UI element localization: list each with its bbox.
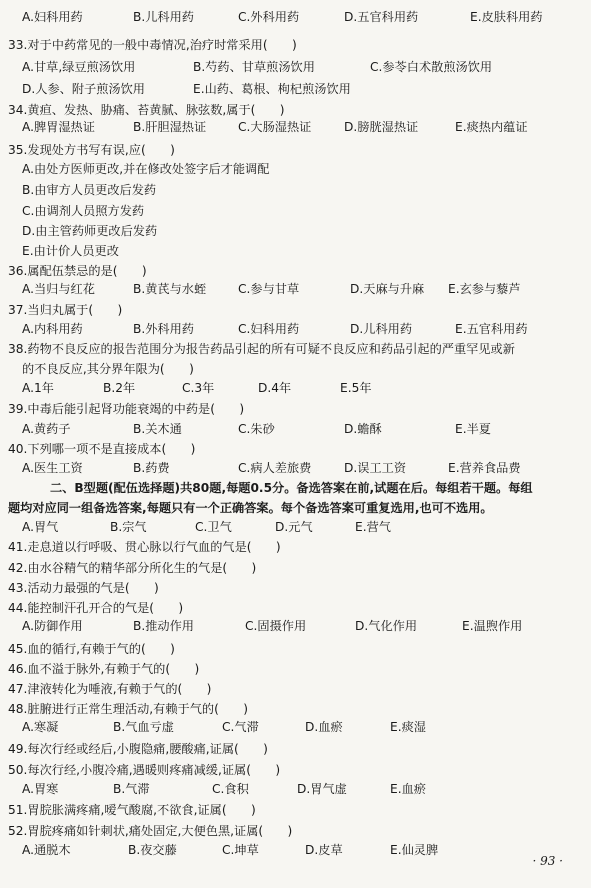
text-segment: E.5年 [340, 381, 372, 395]
text-line [0, 780, 591, 798]
text-segment: 37.当归丸属于( ) [8, 303, 123, 317]
text-line [0, 118, 591, 136]
text-segment: C.气滞 [222, 720, 259, 734]
text-segment: 的不良反应,其分界年限为( ) [22, 362, 194, 376]
text-line [0, 440, 591, 458]
text-segment: 39.中毒后能引起肾功能衰竭的中药是( ) [8, 402, 245, 416]
text-segment: 49.每次行经或经后,小腹隐痛,腰酸痛,证属( ) [8, 742, 268, 756]
text-line [0, 518, 591, 536]
text-segment: B.由审方人员更改后发药 [22, 183, 157, 197]
text-segment: C.由调剂人员照方发药 [22, 204, 145, 218]
text-segment: E.营养食品费 [448, 461, 521, 475]
text-segment: 40.下列哪一项不是直接成本( ) [8, 442, 196, 456]
text-segment: B.外科用药 [133, 322, 194, 336]
text-segment: A.1年 [22, 381, 54, 395]
text-line [0, 58, 591, 76]
text-line [0, 400, 591, 418]
text-line [0, 141, 591, 159]
text-segment: B.芍药、甘草煎汤饮用 [193, 60, 315, 74]
text-segment: A.防御作用 [22, 619, 83, 633]
text-line [0, 420, 591, 438]
text-segment: A.胃气 [22, 520, 59, 534]
text-line [0, 262, 591, 280]
text-segment: E.半夏 [455, 422, 491, 436]
text-segment: A.寒凝 [22, 720, 59, 734]
text-segment: 48.脏腑进行正常生理活动,有赖于气的( ) [8, 702, 248, 716]
text-segment: 38.药物不良反应的报告范围分为报告药品引起的所有可疑不良反应和药品引起的严重罕见或新 [8, 342, 515, 356]
text-line [0, 80, 591, 98]
text-segment: B.儿科用药 [133, 10, 194, 24]
text-segment: 47.津液转化为唾液,有赖于气的( ) [8, 682, 212, 696]
text-segment: E.痰热内蕴证 [455, 120, 528, 134]
text-line [0, 459, 591, 477]
text-line [0, 822, 591, 840]
text-line [0, 640, 591, 658]
text-segment: D.胃气虚 [297, 782, 347, 796]
text-line [0, 660, 591, 678]
text-segment: C.病人差旅费 [238, 461, 312, 475]
text-segment: 52.胃脘疼痛如针刺状,痛处固定,大便色黑,证属( ) [8, 824, 293, 838]
text-segment: 题均对应同一组备选答案,每题只有一个正确答案。每个备选答案可重复选用,也可不选用。 [8, 501, 493, 515]
text-segment: B.药费 [133, 461, 170, 475]
text-segment: B.宗气 [110, 520, 147, 534]
text-segment: 35.发现处方书写有误,应( ) [8, 143, 175, 157]
text-line [0, 841, 591, 859]
text-line [0, 538, 591, 556]
text-segment: D.气化作用 [355, 619, 418, 633]
text-line [0, 301, 591, 319]
text-segment: 41.走息道以行呼吸、贯心脉以行气血的气是( ) [8, 540, 281, 554]
text-line [0, 379, 591, 397]
text-segment: E.山药、葛根、枸杞煎汤饮用 [193, 82, 351, 96]
text-segment: B.2年 [103, 381, 136, 395]
text-line [0, 680, 591, 698]
text-line [0, 761, 591, 779]
text-segment: 36.属配伍禁忌的是( ) [8, 264, 147, 278]
text-segment: B.推动作用 [133, 619, 194, 633]
text-segment: C.妇科用药 [238, 322, 300, 336]
text-segment: E.皮肤科用药 [470, 10, 543, 24]
text-line [0, 718, 591, 736]
text-segment: C.大肠湿热证 [238, 120, 312, 134]
text-segment: D.膀胱湿热证 [344, 120, 419, 134]
text-line [0, 181, 591, 199]
text-segment: 42.由水谷精气的精华部分所化生的气是( ) [8, 561, 257, 575]
text-segment: B.气滞 [113, 782, 150, 796]
text-line [0, 160, 591, 178]
text-segment: A.脾胃湿热证 [22, 120, 95, 134]
text-segment: 33.对于中药常见的一般中毒情况,治疗时常采用( ) [8, 38, 297, 52]
text-segment: A.医生工资 [22, 461, 83, 475]
text-segment: A.当归与红花 [22, 282, 95, 296]
text-segment: E.五官科用药 [455, 322, 528, 336]
text-segment: E.痰湿 [390, 720, 426, 734]
text-line [0, 242, 591, 260]
text-segment: D.由主管药师更改后发药 [22, 224, 158, 238]
text-line [0, 740, 591, 758]
text-segment: A.妇科用药 [22, 10, 83, 24]
text-line [0, 340, 591, 358]
text-segment: C.坤草 [222, 843, 259, 857]
text-line [0, 101, 591, 119]
text-segment: E.营气 [355, 520, 391, 534]
text-line [0, 499, 591, 517]
text-segment: 二、B型题(配伍选择题)共80题,每题0.5分。备选答案在前,试题在后。每组若干题。每组 [50, 481, 533, 495]
text-segment: E.血瘀 [390, 782, 426, 796]
text-line [0, 617, 591, 635]
text-segment: D.人参、附子煎汤饮用 [22, 82, 145, 96]
text-line [0, 559, 591, 577]
text-segment: 44.能控制汗孔开合的气是( ) [8, 601, 184, 615]
text-line [0, 8, 591, 26]
text-segment: D.五官科用药 [344, 10, 419, 24]
text-segment: B.关木通 [133, 422, 182, 436]
text-segment: C.卫气 [195, 520, 232, 534]
text-segment: C.参苓白术散煎汤饮用 [370, 60, 493, 74]
text-segment: C.食积 [212, 782, 249, 796]
text-segment: D.儿科用药 [350, 322, 413, 336]
text-segment: B.气血亏虚 [113, 720, 174, 734]
text-segment: 43.活动力最强的气是( ) [8, 581, 159, 595]
text-segment: A.由处方医师更改,并在修改处签字后才能调配 [22, 162, 270, 176]
text-segment: A.黄药子 [22, 422, 71, 436]
text-segment: E.仙灵脾 [390, 843, 439, 857]
text-segment: B.肝胆湿热证 [133, 120, 207, 134]
text-segment: 51.胃脘胀满疼痛,嗳气酸腐,不欲食,证属( ) [8, 803, 256, 817]
text-segment: A.内科用药 [22, 322, 83, 336]
text-segment: D.皮草 [305, 843, 343, 857]
text-line [0, 479, 591, 497]
text-line [0, 801, 591, 819]
text-line [0, 579, 591, 597]
text-segment: E.由计价人员更改 [22, 244, 119, 258]
text-line [0, 202, 591, 220]
page-number: · 93 · [532, 854, 563, 868]
text-segment: C.固摄作用 [245, 619, 307, 633]
text-segment: A.通脱木 [22, 843, 71, 857]
text-line [0, 700, 591, 718]
text-segment: 46.血不溢于脉外,有赖于气的( ) [8, 662, 200, 676]
text-segment: C.朱砂 [238, 422, 275, 436]
text-segment: D.误工工资 [344, 461, 407, 475]
text-segment: A.胃寒 [22, 782, 59, 796]
text-segment: 45.血的循行,有赖于气的( ) [8, 642, 175, 656]
text-line [0, 222, 591, 240]
text-line [0, 280, 591, 298]
text-segment: C.3年 [182, 381, 215, 395]
text-segment: D.蟾酥 [344, 422, 382, 436]
text-segment: B.黄芪与水蛭 [133, 282, 207, 296]
text-segment: C.外科用药 [238, 10, 300, 24]
text-segment: D.天麻与升麻 [350, 282, 425, 296]
text-segment: 50.每次行经,小腹冷痛,遇暖则疼痛减缓,证属( ) [8, 763, 281, 777]
text-line [0, 36, 591, 54]
text-segment: B.夜交藤 [128, 843, 177, 857]
text-segment: D.4年 [258, 381, 292, 395]
text-segment: 34.黄疸、发热、胁痛、苔黄腻、脉弦数,属于( ) [8, 103, 285, 117]
text-segment: A.甘草,绿豆煎汤饮用 [22, 60, 136, 74]
text-segment: D.血瘀 [305, 720, 343, 734]
text-line [0, 599, 591, 617]
text-segment: C.参与甘草 [238, 282, 300, 296]
text-line [0, 320, 591, 338]
text-segment: D.元气 [275, 520, 313, 534]
text-segment: E.温煦作用 [462, 619, 523, 633]
text-line [0, 360, 591, 378]
text-segment: E.玄参与藜芦 [448, 282, 521, 296]
